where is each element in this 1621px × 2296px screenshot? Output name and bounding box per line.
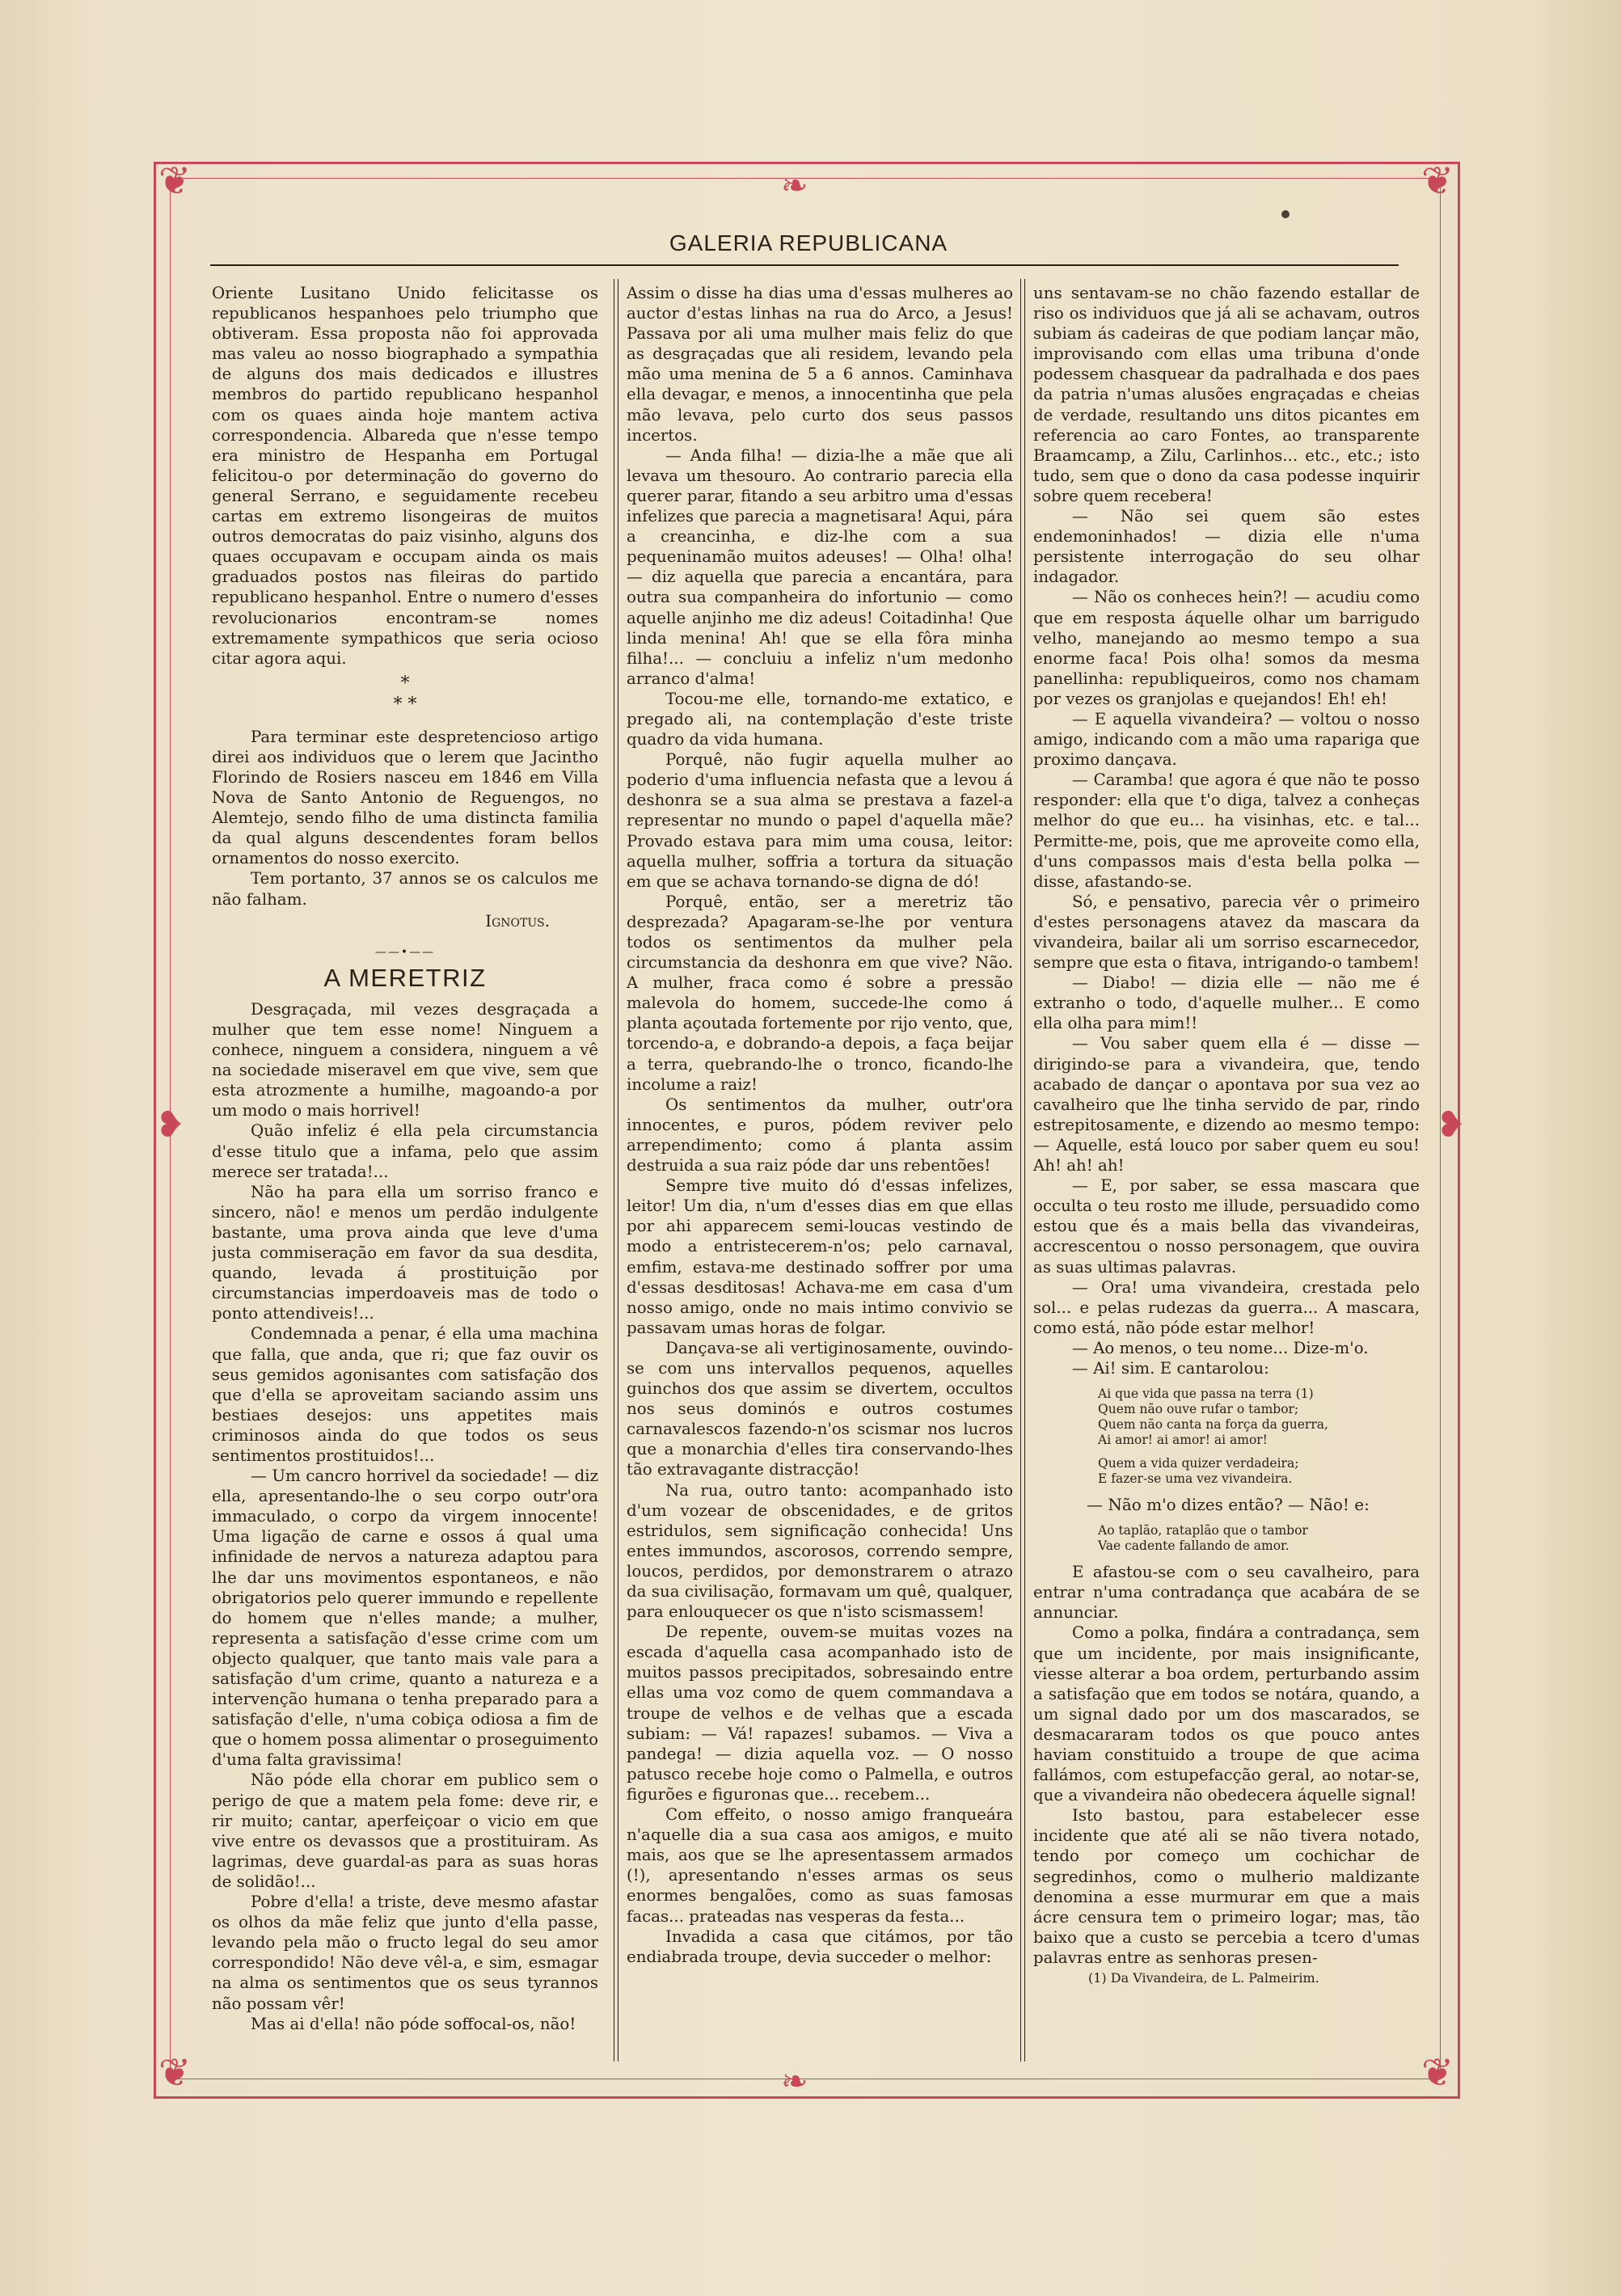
paragraph: — Ao menos, o teu nome... Dize-m'o. bbox=[1072, 1338, 1369, 1357]
paragraph: — Vou saber quem ella é — disse — dirigindo-se para a vivandeira, que, tendo acabado de dançar o apontava por sua vez ao cavalheiro que lhe tinha servido de par, rindo estrepitosamente, e dizendo ao mesmo tempo: — Aquelle, está louco por saber quem eu sou! Ah! ah! ah! bbox=[1033, 1034, 1420, 1175]
verse-line: Quem a vida quizer verdadeira; bbox=[1098, 1456, 1299, 1471]
paragraph: — Ora! uma vivandeira, crestada pelo sol... e pelas rudezas da guerra... A mascara, como está, não póde estar melhor! bbox=[1033, 1277, 1420, 1337]
article-conclusion bbox=[212, 727, 598, 910]
article-body bbox=[212, 999, 598, 2034]
paragraph: Quão infeliz é ella pela circumstancia d'esse titulo que a infama, pelo que assim merece ser tratada!... bbox=[212, 1121, 598, 1181]
paragraph: — Ai! sim. E cantarolou: bbox=[1072, 1358, 1269, 1378]
article-body bbox=[627, 283, 1013, 1967]
corner-ornament-icon: ❦ bbox=[1421, 158, 1454, 204]
verse-line: Ai amor! ai amor! ai amor! bbox=[1098, 1433, 1268, 1448]
side-ornament-icon: ❥ bbox=[1436, 1104, 1466, 1146]
paragraph: E afastou-se com o seu cavalheiro, para entrar n'uma contradança que acabára de se annunciar. bbox=[1033, 1563, 1420, 1623]
header-rule bbox=[210, 264, 1399, 266]
paragraph: Dançava-se ali vertiginosamente, ouvindo-se com uns intervallos pequenos, aquelles guinchos dos que assim se divertem, occultos nos seus dominós e outros costumes carnavalescos fazendo-n'os scismar nos lucros que a monarchia d'elles tira conservando-lhes tão extravagante distracção! bbox=[627, 1338, 1013, 1479]
paragraph: — Caramba! que agora é que não te posso responder: ella que t'o diga, talvez a conheças melhor do que eu... ha visinhas, etc. e tal... Permitte-me, pois, que me aproveite como ella, d'uns compassos mais d'esta bella polka — disse, afastando-se. bbox=[1033, 770, 1420, 891]
paragraph: Tem portanto, 37 annos se os calculos me não falham. bbox=[212, 869, 598, 909]
column-2 bbox=[627, 283, 1013, 2078]
corner-ornament-icon: ❦ bbox=[158, 2050, 192, 2096]
ink-spot bbox=[1281, 210, 1290, 218]
section-stars: * * * bbox=[393, 673, 417, 715]
verse-line: Ai que vida que passa na terra (1) bbox=[1098, 1386, 1314, 1402]
paragraph: Porquê, então, ser a meretriz tão desprezada? Apagaram-se-lhe por ventura todos os sentimentos da mulher pela circumstancia da deshonra em que vive? Não. A mulher, fraca como é sobre a pressão malevola do homem, succede-lhe como á planta açoutada fortemente por rijo vento, que, torcendo-a, e dobrando-a depois, a faça beijar a terra, quebrando-lhe o tronco, ficando-lhe incolume a raiz! bbox=[627, 892, 1013, 1094]
paragraph: Com effeito, o nosso amigo franqueára n'aquelle dia a sua casa aos amigos, e muito mais, aos que se lhe apresentassem armados (!), apresentando n'esses armas os seus enormes bengalões, como as suas famosas facas... prateadas nas vesperas da festa... bbox=[627, 1805, 1013, 1926]
paragraph: Só, e pensativo, parecia vêr o primeiro d'estes personagens atavez da mascara da vivandeira, bailar ali um sorriso escarnecedor, sempre que esta o fitava, intrigando-o tambem! bbox=[1033, 892, 1420, 973]
author-signature: Ignotus. bbox=[485, 911, 550, 931]
corner-ornament-icon: ❦ bbox=[158, 158, 192, 204]
verse-stanza bbox=[1098, 1386, 1420, 1448]
verse-line: Quem não canta na força da guerra, bbox=[1098, 1417, 1328, 1433]
verse-line: Vae cadente fallando de amor. bbox=[1098, 1538, 1290, 1554]
paragraph: Para terminar este despretencioso artigo direi aos individuos que o lerem que Jacintho Florindo de Rosiers nasceu em 1846 em Villa Nova de Santo Antonio de Reguengos, no Alemtejo, sendo filho de uma distincta familia da qual alguns descendentes foram bellos ornamentos do nosso exercito. bbox=[212, 727, 598, 868]
running-head: GALERIA REPUBLICANA bbox=[669, 230, 948, 255]
title-divider: ——•—— bbox=[374, 945, 436, 959]
paragraph: Os sentimentos da mulher, outr'ora innocentes, e puros, pódem reviver pelo arrependimento; como á planta assim destruida a sua raiz póde dar uns rebentões! bbox=[627, 1095, 1013, 1175]
paragraph: Na rua, outro tanto: acompanhado isto d'um vozear de obscenidades, e de gritos estridulos, sem significação conhecida! Uns entes immundos, ascorosos, correndo sempre, loucos, perdidos, por demonstrarem o atrazo da sua civilisação, formavam um quê, qualquer, para enlouquecer os que n'isto scismassem! bbox=[627, 1480, 1013, 1622]
article-body bbox=[1033, 1562, 1420, 1968]
verse-line: E fazer-se uma vez vivandeira. bbox=[1098, 1471, 1293, 1487]
paragraph: Desgraçada, mil vezes desgraçada a mulher que tem esse nome! Ninguem a conhece, ninguem a considera, ninguem a vê na sociedade miseravel em que vive, sem que esta atrozmente a humilhe, magoando-a por um modo o mais horrivel! bbox=[212, 999, 598, 1121]
paragraph: — E aquella vivandeira? — voltou o nosso amigo, indicando com a mão uma rapariga que proximo dançava. bbox=[1033, 709, 1420, 770]
verse-line: Ao taplão, rataplão que o tambor bbox=[1098, 1523, 1308, 1538]
paragraph: De repente, ouvem-se muitas vozes na escada d'aquella casa acompanhado isto de muitos passos precipitados, sobresaindo entre ellas uma voz como de quem commandava a troupe de velhos e de velhas que a escada subiam: — Vá! rapazes! subamos. — Viva a pandega! — dizia aquella voz. — O nosso patusco recebe hoje como o Palmella, e outros figurões e figuronas que... recebem... bbox=[627, 1623, 1013, 1804]
article-continuation bbox=[212, 283, 598, 669]
paragraph: Assim o disse ha dias uma d'essas mulheres ao auctor d'estas linhas na rua do Arco, a Jesus! Passava por ali uma mulher mais feliz do que as desgraçadas que ali residem, levando pela mão uma menina de 5 a 6 annos. Caminhava ella devagar, e menos, a innocentinha que pela mão levava, pelo curto dos seus passos incertos. bbox=[627, 284, 1013, 445]
article-title: A MERETRIZ bbox=[323, 963, 487, 992]
paragraph: Pobre d'ella! a triste, deve mesmo afastar os olhos da mãe feliz que junto d'ella passe, levando pela mão o fructo legal do seu amor correspondido! Não deve vêl-a, e sim, esmagar na alma os sentimentos que os seus tyrannos não possam vêr! bbox=[212, 1893, 598, 2013]
column-3 bbox=[1033, 283, 1420, 2078]
article-body bbox=[1033, 283, 1420, 1378]
side-ornament-icon: ❥ bbox=[155, 1104, 185, 1146]
paragraph: Isto bastou, para estabelecer esse incidente que até ali se não tivera notado, tendo por começo um cochichar de segredinhos, como o mulherio maldizante denomina a esse murmurar em que a mais ácre censura tem o primeiro logar; mas, tão baixo que a custo se percebia a tcero d'umas palavras entre as senhoras presen- bbox=[1033, 1806, 1420, 1967]
song-verse bbox=[1098, 1523, 1420, 1554]
paragraph: Mas ai d'ella! não póde soffocal-os, não! bbox=[251, 2014, 576, 2033]
paragraph: Tocou-me elle, tornando-me extatico, e pregado ali, na contemplação d'este triste quadro da vida humana. bbox=[627, 689, 1013, 749]
paragraph: Não ha para ella um sorriso franco e sincero, não! e menos um perdão indulgente bastante, uma prova ainda que leve d'uma justa commiseração em favor da sua desdita, quando, levada á prostituição por circumstancias imperdoaveis mas de todo o ponto attendiveis!... bbox=[212, 1182, 598, 1323]
song-verse bbox=[1098, 1386, 1420, 1487]
paragraph: uns sentavam-se no chão fazendo estallar de riso os individuos que já ali se achavam, outros subiam ás cadeiras de que podiam lançar mão, improvisando com ellas uma tribuna d'onde podessem chasquear da padralhada e dos paes da patria n'umas alusões engraçadas e cheias de verdade, resultando uns ditos picantes em referencia ao caro Fontes, ao transparente Braamcamp, a Zilu, Carlinhos... etc., etc.; isto tudo, sem que o dono da casa podesse inquirir sobre quem recebera! bbox=[1033, 284, 1420, 505]
scroll-ornament-icon: ❧ bbox=[781, 167, 808, 205]
paragraph: Sempre tive muito dó d'essas infelizes, leitor! Um dia, n'um d'esses dias em que ellas por ahi apparecem semi-loucas vestindo de modo a entristecerem-n'os; pelo carnaval, emfim, estava-me destinado soffrer por uma d'essas desditosas! Achava-me em casa d'um nosso amigo, onde no mais intimo convivio se passavam umas horas de folgar. bbox=[627, 1176, 1013, 1337]
scroll-ornament-icon: ❧ bbox=[781, 2063, 808, 2100]
paragraph: Invadida a casa que citámos, por tão endiabrada troupe, devia succeder o melhor: bbox=[627, 1927, 1013, 1966]
paragraph: Como a polka, findára a contradança, sem que um incidente, por mais insignificante, viesse alterar a boa ordem, perturbando assim a satisfação que em todos se notára, quando, a um signal dado por um dos mascarados, se desmacararam todos os que pouco antes haviam constituido a troupe de que acima fallámos, com estupefacção geral, ao notar-se, que a vivandeira não obedecera áquelle signal! bbox=[1033, 1623, 1420, 1805]
paragraph: — Um cancro horrivel da sociedade! — diz ella, apresentando-lhe o seu corpo outr'ora immaculado, o corpo da virgem innocente! Uma ligação de carne e ossos á qual uma infinidade de nervos a natureza adaptou para lhe dar uns movimentos espontaneos, e não obrigatorios pelo querer immundo e repellente do homem que n'elles mande; a mulher, representa a satisfação d'esse crime com um objecto qualquer, que tanto mais vale para a satisfação d'um crime, quanto a natureza e a intervenção humana o tenha preparado para a satisfação d'elle, n'uma cobiça odiosa a fim de que o homem possa alimentar o proseguimento d'uma falta gravissima! bbox=[212, 1467, 598, 1770]
paragraph: Não póde ella chorar em publico sem o perigo de que a matem pela fome: deve rir, e rir muito; cantar, aperfeiçoar o vicio em que vive entre os devassos que a prostituiram. As lagrimas, deve guardal-as para as suas horas de solidão!... bbox=[212, 1771, 598, 1891]
dialog-line: — Não m'o dizes então? — Não! e: bbox=[1087, 1495, 1370, 1515]
paragraph: — Não sei quem são estes endemoninhados! — dizia elle n'uma persistente interrogação do seu olhar indagador. bbox=[1033, 507, 1420, 587]
paragraph: — Diabo! — dizia elle — não me é extranho o todo, d'aquelle mulher... E como ella olha para mim!! bbox=[1033, 973, 1420, 1033]
paragraph: Oriente Lusitano Unido felicitasse os republicanos hespanhoes pelo triumpho que obtiveram. Essa proposta não foi approvada mas valeu ao nosso biographado a sympathia de alguns dos mais dedicados e illustres membros do partido republicano hespanhol com os quaes ainda hoje mantem activa correspondencia. Albareda que n'esse tempo era ministro de Hespanha em Portugal felicitou-o por determinação do governo do general Serrano, e seguidamente recebeu cartas em extremo lisongeiras de muitos outros democratas do paiz visinho, alguns dos quaes occupavam e occupam ainda os mais graduados postos nas fileiras do partido republicano hespanhol. Entre o numero d'esses revolucionarios encontram-se nomes extremamente sympathicos que seria ocioso citar agora aqui. bbox=[212, 284, 598, 668]
paragraph: Porquê, não fugir aquella mulher ao poderio d'uma influencia nefasta que a levou á deshonra se a sua alma se prestava a fazel-a representar no mundo o papel d'aquella mãe? Provado estava para mim uma cousa, leitor: aquella mulher, soffria a tortura da situação em que se achava tornando-se digna de dó! bbox=[627, 750, 1013, 891]
corner-ornament-icon: ❦ bbox=[1421, 2050, 1454, 2096]
verse-stanza bbox=[1098, 1523, 1420, 1554]
paragraph: — E, por saber, se essa mascara que occulta o teu rosto me illude, persuadido como estou que és a mais bella das vivandeiras, accrescentou o nosso personagem, que ouvira as suas ultimas palavras. bbox=[1033, 1176, 1420, 1277]
paragraph: Condemnada a penar, é ella uma machina que falla, que anda, que ri; que faz ouvir os seus gemidos agonisantes com satisfação dos que d'ella se aproveitam saciando assim uns bestiaes desejos: uns appetites mais criminosos ainda do que todos os seus sentimentos prostituidos!... bbox=[212, 1324, 598, 1465]
paragraph: — Não os conheces hein?! — acudiu como que em resposta áquelle olhar um barrigudo velho, manejando ao mesmo tempo a sua enorme faca! Pois olha! somos da mesma panellinha: republiqueiros, como nos chamam por vezes os granjolas e quejandos! Eh! eh! bbox=[1033, 588, 1420, 708]
footnote: (1) Da Vivandeira, de L. Palmeirim. bbox=[1088, 1970, 1319, 1986]
paragraph: — Anda filha! — dizia-lhe a mãe que ali levava um thesouro. Ao contrario parecia ella querer parar, fitando a seu arbitro uma d'essas infelizes que parecia a magnetisara! Aqui, pára a creancinha, e diz-lhe com a sua pequeninamão muitos adeuses! — Olha! olha! — diz aquella que parecia a encantára, para outra sua companheira do infortunio — como aquelle anjinho me diz adeus! Coitadinha! Que linda menina! Ah! que se ella fôra minha filha!... — concluiu a infeliz n'um medonho arranco d'alma! bbox=[627, 445, 1013, 688]
verse-stanza bbox=[1098, 1456, 1420, 1487]
column-divider bbox=[1020, 279, 1021, 2062]
column-1 bbox=[212, 283, 598, 2078]
verse-line: Quem não ouve rufar o tambor; bbox=[1098, 1402, 1299, 1417]
